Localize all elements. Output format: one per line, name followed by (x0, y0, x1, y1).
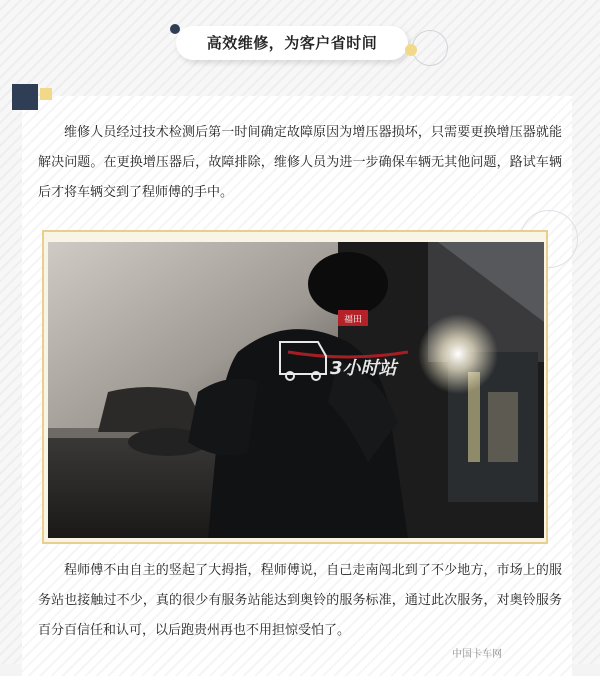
jacket-badge-text: 福田 (343, 315, 363, 325)
corner-accent-navy (12, 84, 38, 110)
jacket-logo-text: 3小时站 (330, 358, 397, 379)
article-paragraph-2: 程师傅不由自主的竖起了大拇指，程师傅说，自己走南闯北到了不少地方，市场上的服务站也接触过不少，真的很少有服务站能达到奥铃的服务标准，通过此次服务，对奥铃服务百分百信任和认可，以后跑贵州再也不用担惊受怕了。 (38, 563, 562, 638)
section-title: 高效维修，为客户省时间 (206, 34, 378, 52)
decor-dot-gold (405, 44, 417, 56)
decor-ring (412, 30, 448, 66)
article-paragraph-1: 维修人员经过技术检测后第一时间确定故障原因为增压器损坏，只需要更换增压器就能解决问题。在更换增压器后，故障排除，维修人员为进一步确保车辆无其他问题，路试车辆后才将车辆交到了程师傅的手中。 (38, 125, 562, 200)
watermark: 中国卡车网 (452, 649, 502, 660)
repair-photo (48, 242, 544, 538)
corner-accent-gold (40, 88, 52, 100)
section-header (176, 26, 416, 62)
repair-scene-illustration (48, 242, 544, 538)
